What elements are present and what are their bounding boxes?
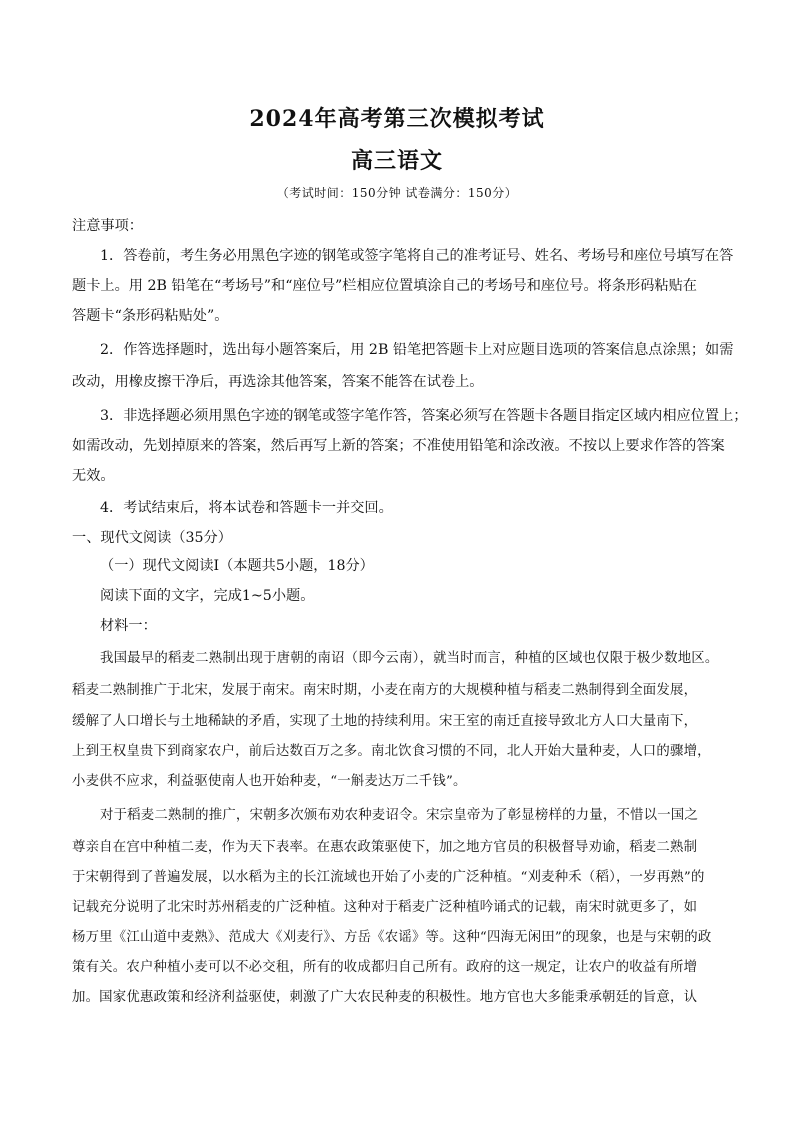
material-line: 小麦供不应求，利益驱使南人也开始种麦，“一斛麦达万二千钱”。: [72, 774, 467, 789]
material-line: 于宋朝得到了普遍发展，以水稻为主的长江流域也开始了小麦的广泛种植。“刈麦种禾（稻），一岁再熟”的: [72, 870, 705, 885]
material-line: 上到王权皇贵下到商家农户，前后达数百万之多。南北饮食习惯的不同，北人开始大量种麦，人口的骤增，: [72, 744, 711, 759]
notes-line: 无效。: [72, 468, 115, 484]
exam-subject: 高三语文: [350, 148, 443, 174]
exam-info: （考试时间：150分钟 试卷满分：150分）: [276, 186, 518, 200]
notes-line: 4．考试结束后，将本试卷和答题卡一并交回。: [100, 500, 393, 516]
exam-title: 2024年高考第三次模拟考试: [249, 106, 545, 132]
notes-line: 改动，用橡皮擦干净后，再选涂其他答案，答案不能答在试卷上。: [72, 374, 484, 390]
material-line: 策有关。农户种植小麦可以不必交租，所有的收成都归自己所有。政府的这一规定，让农户的收益有所增: [72, 960, 698, 975]
material-line: 加。国家优惠政策和经济利益驱使，刺激了广大农民种麦的积极性。地方官也大多能秉承朝廷的旨意，认: [72, 990, 698, 1005]
material-line: 稻麦二熟制推广于北宋，发展于南宋。南宋时期，小麦在南方的大规模种植与稻麦二熟制得到全面发展，: [72, 683, 698, 698]
material-line: 记载充分说明了北宋时苏州稻麦的广泛种植。这种对于稻麦广泛种植吟诵式的记载，南宋时就更多了，如: [72, 900, 698, 915]
material-line: 我国最早的稻麦二熟制出现于唐朝的南诏（即今云南），就当时而言，种植的区域也仅限于极少数地区。: [100, 651, 719, 666]
notes-line: 3．非选择题必须用黑色字迹的钢笔或签字笔作答，答案必须写在答题卡各题目指定区域内相应位置上；: [100, 408, 748, 424]
notes-line: 2．作答选择题时，选出每小题答案后，用 2B 铅笔把答题卡上对应题目选项的答案信息点涂黑；如需: [100, 342, 734, 358]
section-subheading: （一）现代文阅读Ⅰ（本题共5小题，18分）: [100, 558, 374, 574]
notes-line: 答题卡“条形码粘贴处”。: [72, 308, 229, 324]
notes-heading: 注意事项：: [72, 218, 143, 234]
material-label: 材料一：: [100, 618, 157, 634]
material-line: 缓解了人口增长与土地稀缺的矛盾，实现了土地的持续利用。宋王室的南迁直接导致北方人口大量南下，: [72, 714, 698, 729]
notes-line: 如需改动，先划掉原来的答案，然后再写上新的答案；不准使用铅笔和涂改液。不按以上要求作答的答案: [72, 438, 725, 454]
material-line: 对于稻麦二熟制的推广，宋朝多次颁布劝农种麦诏令。宋宗皇帝为了彰显榜样的力量，不惜以一国之: [100, 808, 698, 823]
section-heading: 一、现代文阅读（35分）: [72, 530, 232, 546]
material-line: 尊亲自在宫中种植二麦，作为天下表率。在惠农政策驱使下，加之地方官员的积极督导劝谕，稻麦二熟制: [72, 840, 698, 855]
reading-instruction: 阅读下面的文字，完成1~5小题。: [100, 588, 315, 604]
material-line: 杨万里《江山道中麦熟》、范成大《刈麦行》、方岳《农谣》等。这种“四海无闲田”的现象，也是与宋朝的政: [72, 930, 712, 945]
notes-line: 1．答卷前，考生务必用黑色字迹的钢笔或签字笔将自己的准考证号、姓名、考场号和座位号填写在答: [100, 248, 734, 264]
notes-line: 题卡上。用 2B 铅笔在“考场号”和“座位号”栏相应位置填涂自己的考场号和座位号。将条形码粘贴在: [72, 278, 697, 294]
